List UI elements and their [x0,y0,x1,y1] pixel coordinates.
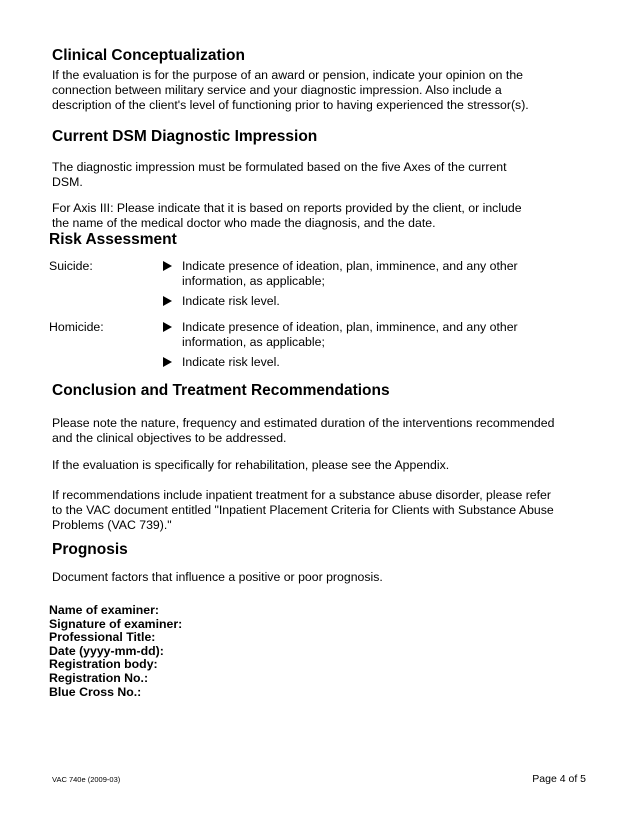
prognosis-text: Document factors that influence a positive or poor prognosis. [52,570,383,584]
bullet-line: information, as applicable; [182,274,325,288]
examiner-signature-label: Signature of examiner: [49,616,183,631]
bullet-line: Indicate presence of ideation, plan, imminence, and any other [182,259,518,273]
homicide-label: Homicide: [49,320,104,334]
clinical-line: If the evaluation is for the purpose of an award or pension, indicate your opinion on the [52,68,524,82]
dsm-line: DSM. [52,175,83,189]
bullet-icon [163,261,172,271]
dsm-line: For Axis III: Please indicate that it is based on reports provided by the client, or include [52,201,522,215]
homicide-level-text: Indicate risk level. [182,355,280,369]
homicide-presence-text [182,320,518,350]
conclusion-para-2: If the evaluation is specifically for rehabilitation, please see the Appendix. [52,458,450,472]
clinical-line: description of the client's level of functioning prior to having experienced the stressor(s). [52,98,529,112]
clinical-line: connection between military service and your diagnostic impression. Also include a [52,83,502,97]
conclusion-heading: Conclusion and Treatment Recommendations [52,382,390,399]
conclusion-para-3 [52,488,554,533]
blue-cross-number-label: Blue Cross No.: [49,684,142,699]
dsm-line: The diagnostic impression must be formulated based on the five Axes of the current [52,160,507,174]
page-number: Page 4 of 5 [532,773,586,785]
clinical-heading: Clinical Conceptualization [52,47,245,64]
conclusion-para-1 [52,416,554,446]
registration-number-label: Registration No.: [49,670,149,685]
risk-heading: Risk Assessment [49,231,177,248]
suicide-label: Suicide: [49,259,93,273]
conclusion-line: to the VAC document entitled "Inpatient Placement Criteria for Clients with Substance Abuse [52,503,554,517]
bullet-line: information, as applicable; [182,335,325,349]
form-code: VAC 740e (2009-03) [52,775,121,784]
examiner-name-label: Name of examiner: [49,603,160,617]
prognosis-heading: Prognosis [52,541,128,558]
bullet-icon [163,322,172,332]
registration-body-label: Registration body: [49,657,158,672]
date-label: Date (yyyy-mm-dd): [49,643,164,658]
suicide-presence-text [182,259,518,289]
dsm-line: the name of the medical doctor who made the diagnosis, and the date. [52,216,436,230]
conclusion-line: If recommendations include inpatient treatment for a substance abuse disorder, please refer [52,488,551,502]
clinical-text [52,68,529,113]
dsm-heading: Current DSM Diagnostic Impression [52,128,318,145]
dsm-para-2 [52,201,522,231]
professional-title-label: Professional Title: [49,630,156,645]
conclusion-line: Problems (VAC 739)." [52,518,172,532]
bullet-line: Indicate presence of ideation, plan, imminence, and any other [182,320,518,334]
dsm-para-1 [52,160,507,190]
bullet-icon [163,357,172,367]
conclusion-line: and the clinical objectives to be addressed. [52,431,287,445]
suicide-level-text: Indicate risk level. [182,294,280,308]
bullet-icon [163,296,172,306]
examiner-fields [49,604,182,699]
conclusion-line: Please note the nature, frequency and estimated duration of the interventions recommended [52,416,555,430]
